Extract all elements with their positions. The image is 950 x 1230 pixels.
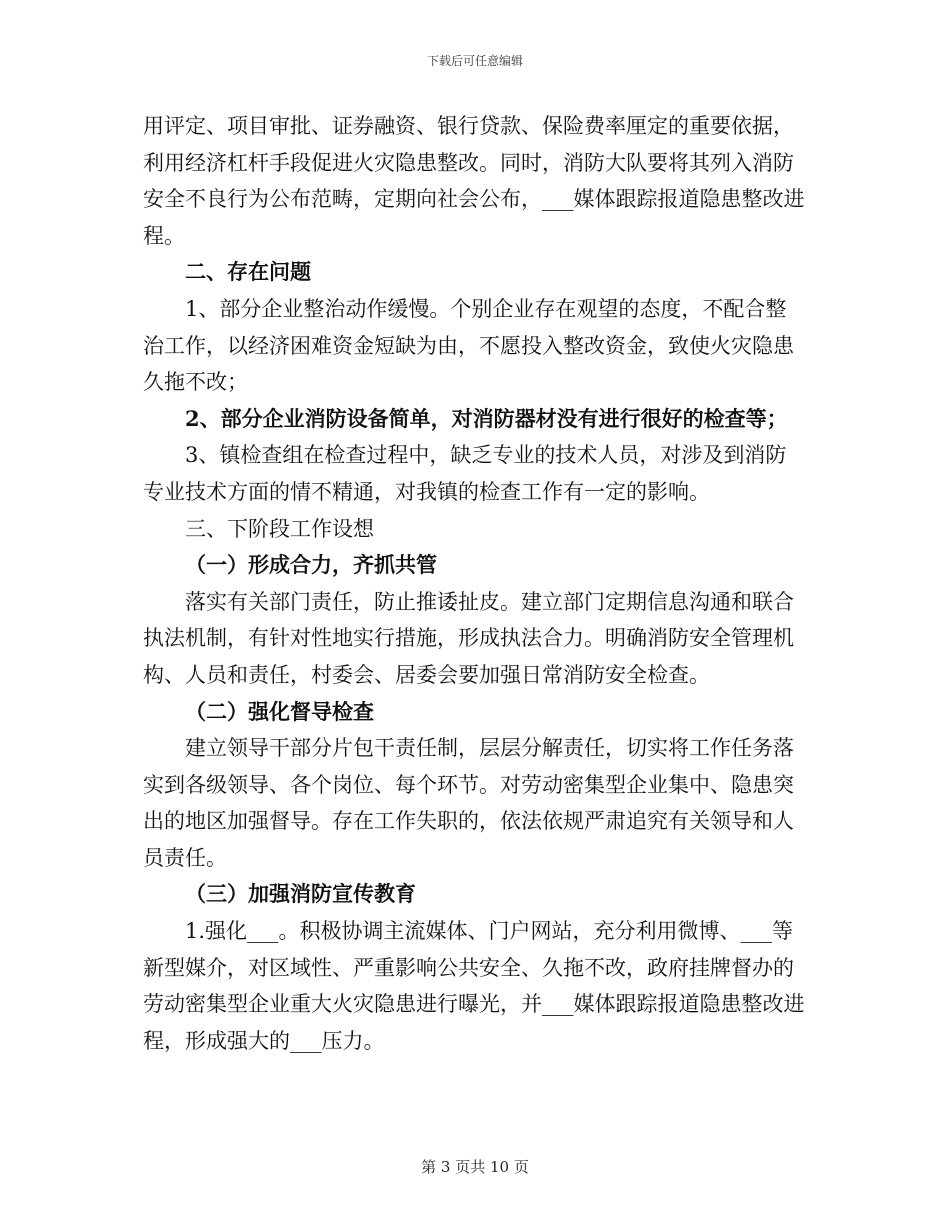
paragraph-sub-1: 落实有关部门责任，防止推诿扯皮。建立部门定期信息沟通和联合执法机制，有针对性地实行措施，形成执法合力。明确消防安全管理机构、人员和责任，村委会、居委会要加强日常消防安全检查。 bbox=[143, 589, 794, 687]
section-heading-problems: 二、存在问题 bbox=[185, 259, 311, 285]
paragraph-sub-2: 建立领导干部分片包干责任制，层层分解责任，切实将工作任务落实到各级领导、各个岗位、每个环节。对劳动密集型企业集中、隐患突出的地区加强督导。存在工作失职的，依法依规严肃追究有关领导和人员责任。 bbox=[143, 736, 794, 870]
page-header: 下载后可任意编辑 bbox=[426, 54, 523, 68]
paragraph-problem-1: 1、部分企业整治动作缓慢。个别企业存在观望的态度，不配合整治工作，以经济困难资金短缺为由，不愿投入整改资金，致使火灾隐患久拖不改； bbox=[143, 296, 794, 395]
subheading-2: （二）强化督导检查 bbox=[185, 698, 374, 724]
page-footer: 第 3 页共 10 页 bbox=[421, 1158, 529, 1176]
paragraph-problem-2: 2、部分企业消防设备简单，对消防器材没有进行很好的检查等； bbox=[185, 405, 788, 431]
paragraph-sub-3: 1.强化___。积极协调主流媒体、门户网站，充分利用微博、___等新型媒介，对区域性、严重影响公共安全、久拖不改，政府挂牌督办的劳动密集型企业重大火灾隐患进行曝光，并___媒体跟踪报道隐患整改进程，形成强大的___压力。 bbox=[143, 919, 805, 1053]
document-body bbox=[143, 108, 807, 1059]
subheading-1: （一）形成合力，齐抓共管 bbox=[185, 552, 437, 578]
paragraph-continuation: 用评定、项目审批、证券融资、银行贷款、保险费率厘定的重要依据，利用经济杠杆手段促进火灾隐患整改。同时，消防大队要将其列入消防安全不良行为公布范畴，定期向社会公布，___媒体跟踪报道隐患整改进程。 bbox=[143, 114, 805, 248]
paragraph-problem-3: 3、镇检查组在检查过程中，缺乏专业的技术人员，对涉及到消防专业技术方面的情不精通，对我镇的检查工作有一定的影响。 bbox=[143, 443, 787, 504]
section-heading-next-stage: 三、下阶段工作设想 bbox=[185, 516, 374, 541]
subheading-3: （三）加强消防宣传教育 bbox=[185, 881, 416, 907]
